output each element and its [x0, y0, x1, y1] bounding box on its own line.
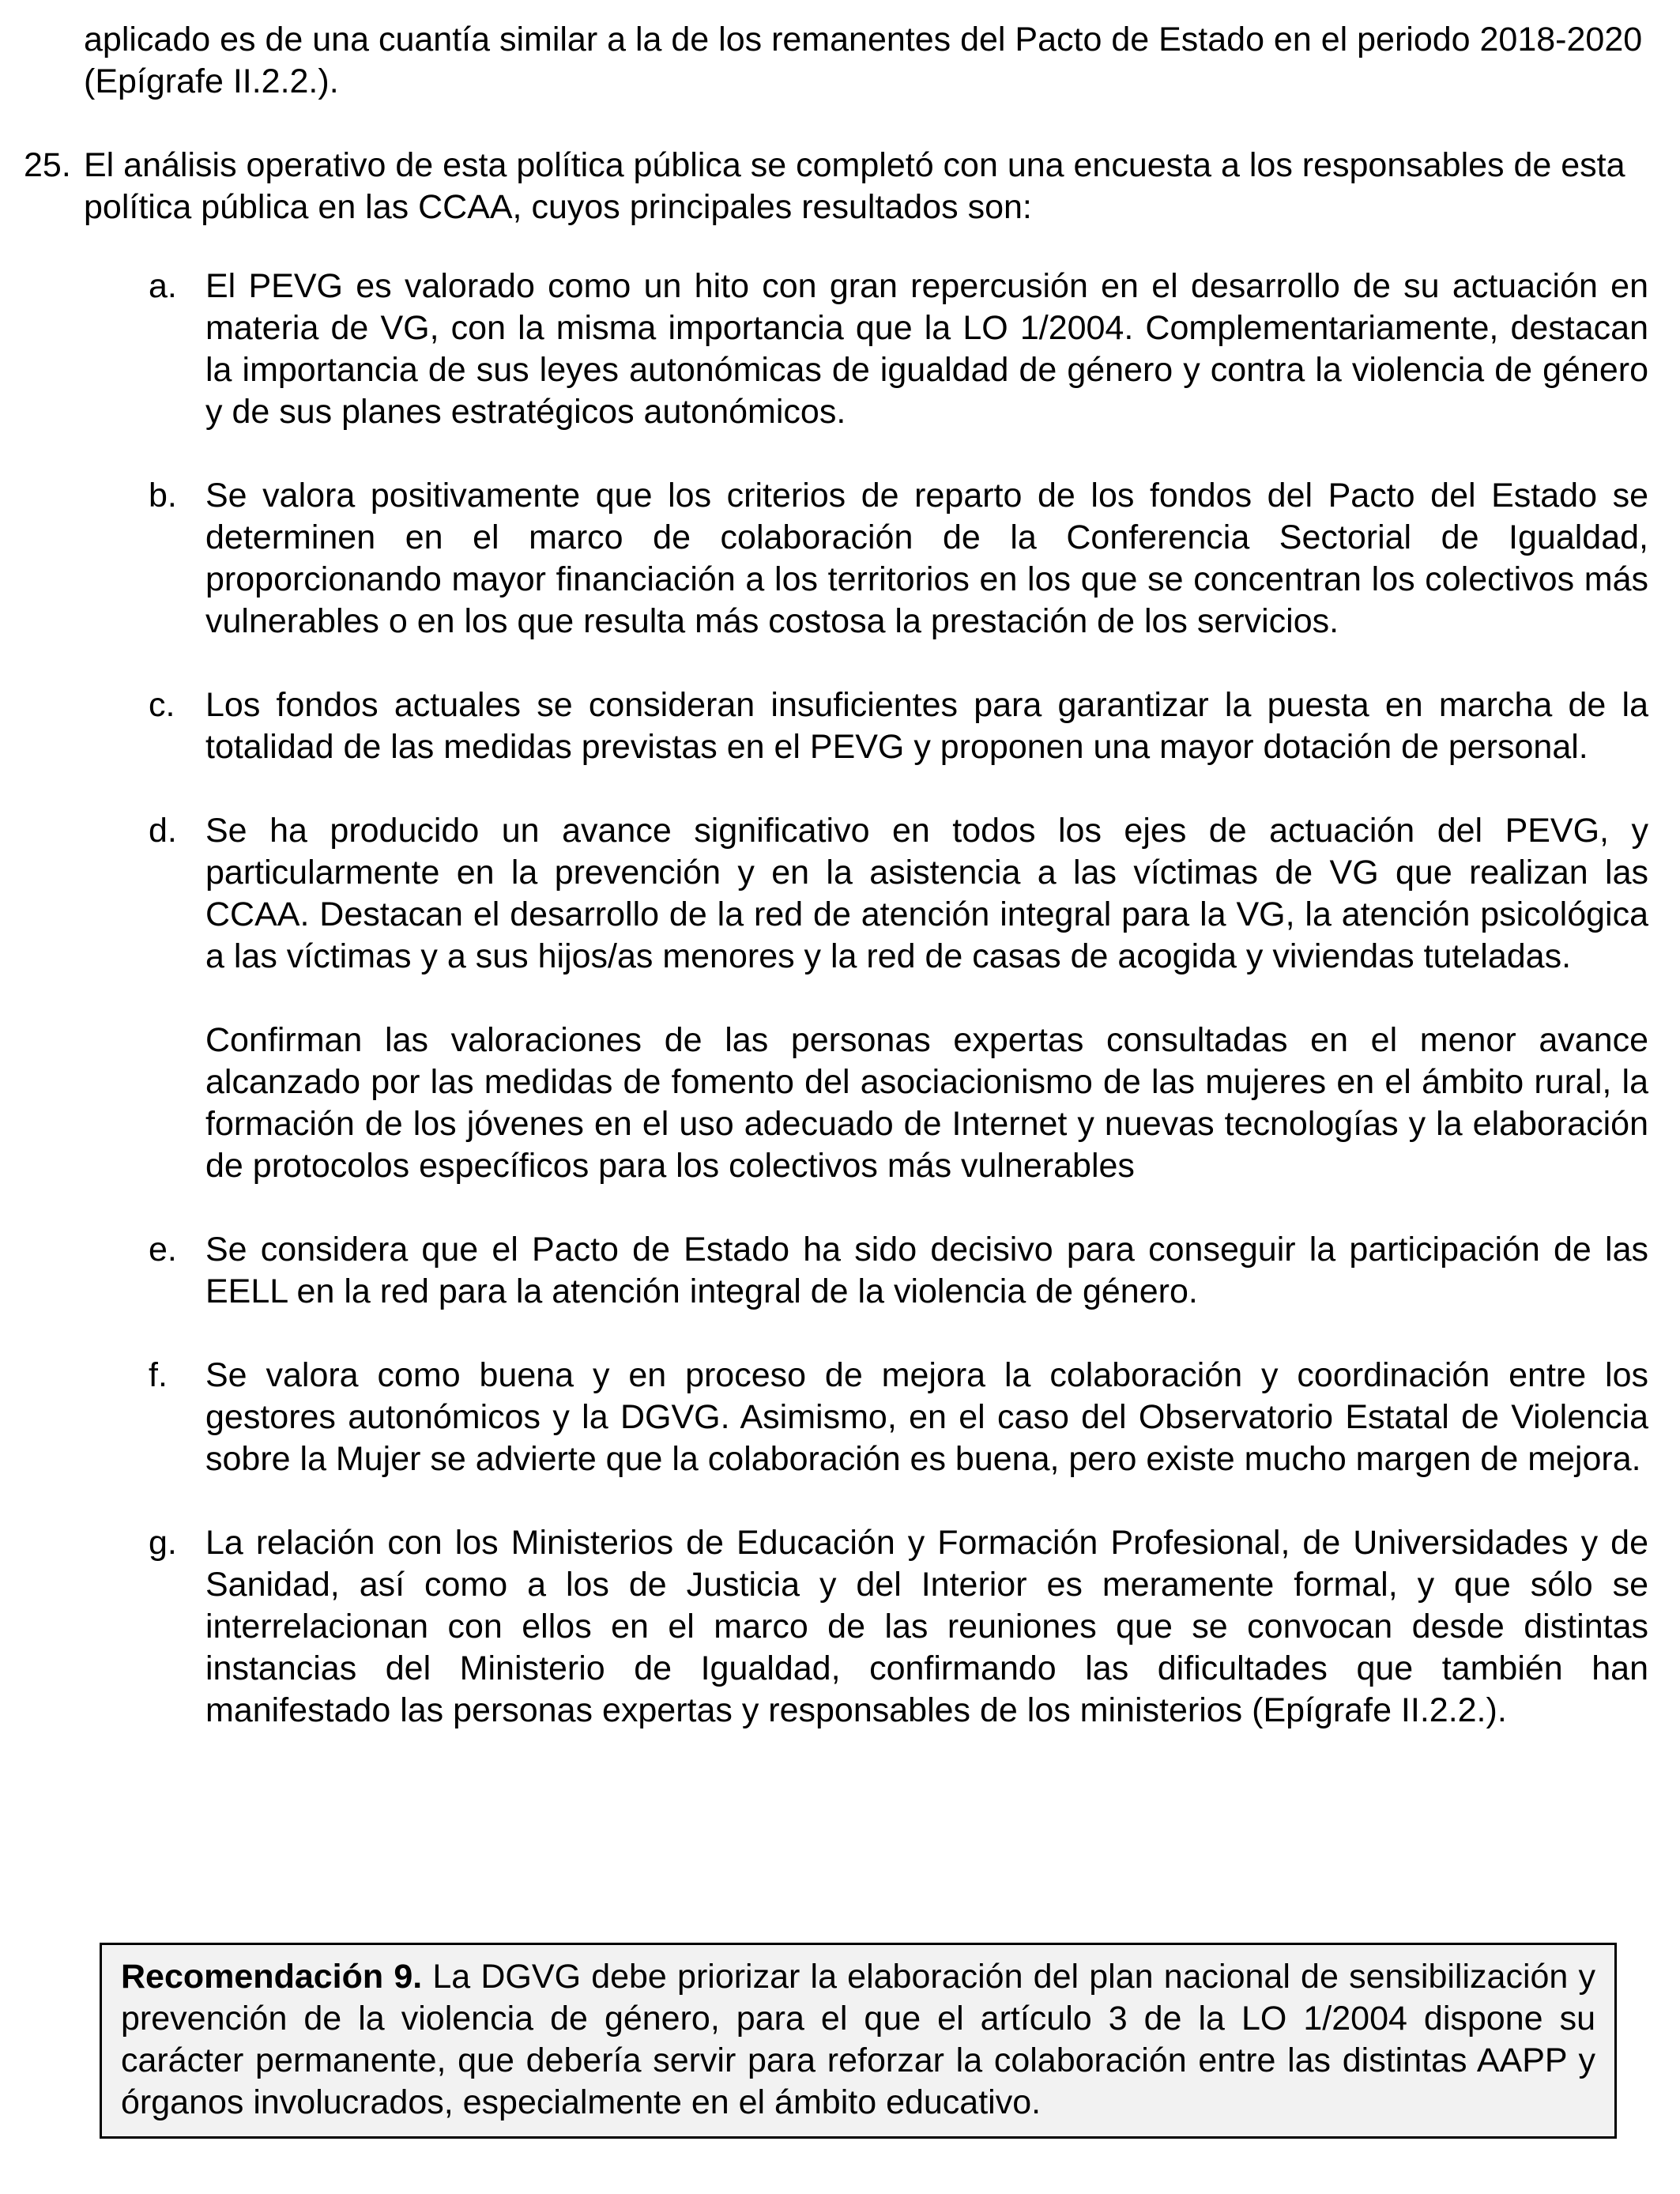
list-item-label: g. [149, 1524, 177, 1562]
paragraph-text: El análisis operativo de esta política pública se completó con una encuesta a los responsables de esta política pública en las CCAA, cuyos principales resultados son: [84, 146, 1625, 226]
list-item-extra-text: Confirman las valoraciones de las personas expertas consultadas en el menor avance alcanzado por las medidas de fomento del asociacionismo de las mujeres en el ámbito rural, la formación de los jóvenes en el uso adecuado de Internet y nuevas tecnologías y la elaboración de protocolos específicos para los colectivos más vulnerables [205, 1021, 1648, 1185]
continuation-paragraph: aplicado es de una cuantía similar a la de los remanentes del Pacto de Estado en el periodo 2018-2020 (Epígrafe II.2.2.). [84, 21, 1643, 100]
list-item-label: f. [149, 1356, 168, 1394]
recommendation-paragraph [121, 1956, 1595, 2124]
list-item-text: La relación con los Ministerios de Educación y Formación Profesional, de Universidades y de Sanidad, así como a los de Justicia y del Interior es meramente formal, y que sólo se interrelacionan con ellos en el marco de las reuniones que se convocan desde distintas instancias del Ministerio de Igualdad, confirmando las dificultades que también han manifestado las personas expertas y responsables de los ministerios (Epígrafe II.2.2.). [205, 1524, 1648, 1729]
list-item-text: Los fondos actuales se consideran insuficientes para garantizar la puesta en marcha de la totalidad de las medidas previstas en el PEVG y proponen una mayor dotación de personal. [205, 686, 1648, 766]
recommendation-text: La DGVG debe priorizar la elaboración del plan nacional de sensibilización y prevención de la violencia de género, para el que el artículo 3 de la LO 1/2004 dispone su carácter permanente, que debería servir para reforzar la colaboración entre las distintas AAPP y órganos involucrados, especialmente en el ámbito educativo. [121, 1958, 1596, 2121]
list-item-text: Se valora como buena y en proceso de mejora la colaboración y coordinación entre los gestores autonómicos y la DGVG. Asimismo, en el caso del Observatorio Estatal de Violencia sobre la Mujer se advierte que la colaboración es buena, pero existe mucho margen de mejora. [205, 1356, 1648, 1478]
list-item-c [126, 684, 1648, 768]
list-item-text: Se considera que el Pacto de Estado ha sido decisivo para conseguir la participación de las EELL en la red para la atención integral de la violencia de género. [205, 1231, 1648, 1310]
list-item-label: b. [149, 477, 177, 515]
list-item-g [126, 1522, 1648, 1732]
recommendation-title: Recomendación 9. [121, 1958, 423, 1996]
paragraph-number: 25. [24, 146, 71, 184]
list-item-label: a. [149, 267, 177, 305]
list-item-b [126, 475, 1648, 643]
list-item-e [126, 1229, 1648, 1313]
list-item-text: Se ha producido un avance significativo en todos los ejes de actuación del PEVG, y particularmente en la prevención y en la asistencia a las víctimas de VG que realizan las CCAA. Destacan el desarrollo de la red de atención integral para la VG, la atención psicológica a las víctimas y a sus hijos/as menores y la red de casas de acogida y viviendas tuteladas. [205, 812, 1648, 975]
list-item-label: c. [149, 686, 175, 724]
list-item-label: d. [149, 812, 177, 850]
list-item-f [126, 1355, 1648, 1480]
numbered-paragraph-25 [24, 145, 1648, 228]
result-list [126, 266, 1648, 1774]
list-item-label: e. [149, 1231, 177, 1269]
list-item-text: Se valora positivamente que los criterios de reparto de los fondos del Pacto del Estado se determinen en el marco de colaboración de la Conferencia Sectorial de Igualdad, proporcionando mayor financiación a los territorios en los que se concentran los colectivos más vulnerables o en los que resulta más costosa la prestación de los servicios. [205, 477, 1648, 640]
recommendation-box [100, 1943, 1617, 2139]
list-item-text: El PEVG es valorado como un hito con gran repercusión en el desarrollo de su actuación en materia de VG, con la misma importancia que la LO 1/2004. Complementariamente, destacan la importancia de sus leyes autonómicas de igualdad de género y contra la violencia de género y de sus planes estratégicos autonómicos. [205, 267, 1648, 431]
list-item-d [126, 810, 1648, 1187]
list-item-a [126, 266, 1648, 433]
